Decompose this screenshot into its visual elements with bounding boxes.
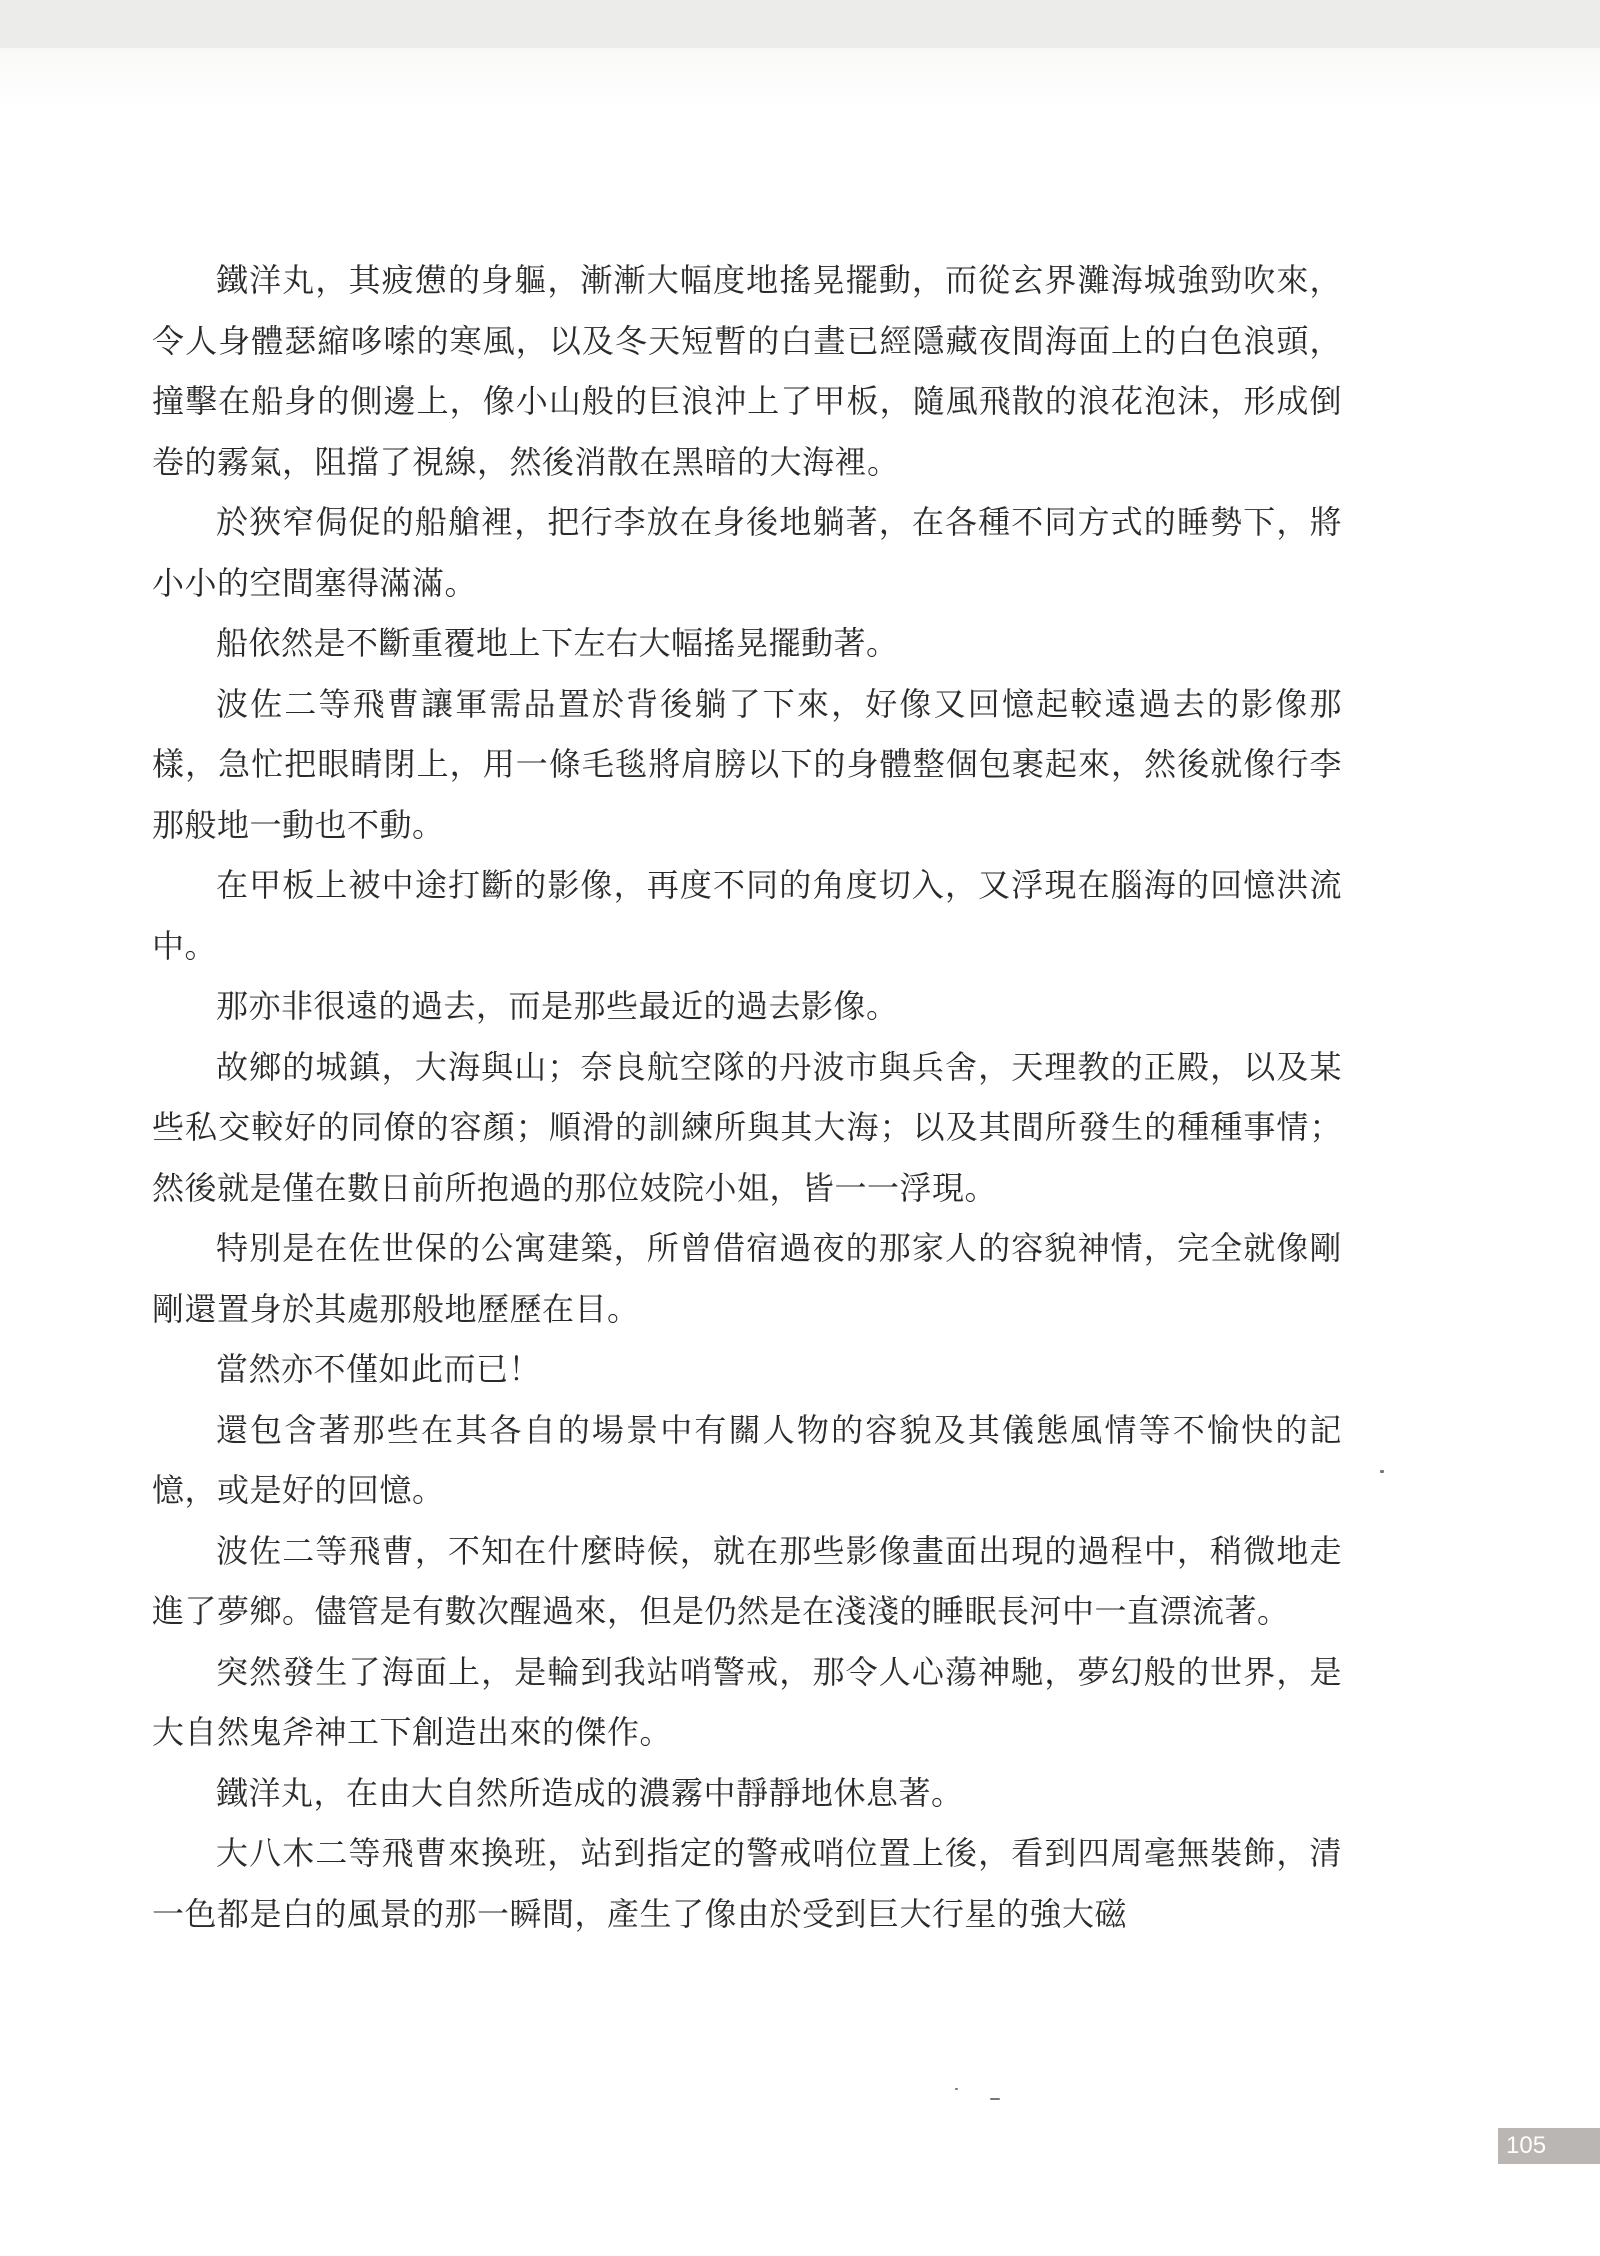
- paragraph: 當然亦不僅如此而已！: [216, 1350, 542, 1388]
- paragraph: 故鄉的城鎮，大海與山；奈良航空隊的丹波市與兵舍，天理教的正殿，以及某些私交較好的同僚的容顏；順滑的訓練所與其大海；以及其間所發生的種種事情；然後就是僅在數日前所抱過的那位妓院小姐，皆一一浮現。: [152, 1047, 1342, 1207]
- paper-speck: [1380, 1470, 1384, 1473]
- body-text: [152, 250, 1342, 1944]
- paper-speck: [990, 2098, 1000, 2100]
- paragraph: 波佐二等飛曹讓軍需品置於背後躺了下來，好像又回憶起較遠過去的影像那樣，急忙把眼睛閉上，用一條毛毯將肩膀以下的身體整個包裹起來，然後就像行李那般地一動也不動。: [152, 684, 1342, 844]
- paragraph: 於狹窄侷促的船艙裡，把行李放在身後地躺著，在各種不同方式的睡勢下，將小小的空間塞得滿滿。: [152, 503, 1342, 602]
- paragraph: 船依然是不斷重覆地上下左右大幅搖晃擺動著。: [216, 624, 899, 662]
- page-number: 105: [1498, 2128, 1600, 2164]
- paragraph: 特別是在佐世保的公寓建築，所曾借宿過夜的那家人的容貌神情，完全就像剛剛還置身於其處那般地歷歷在目。: [152, 1229, 1342, 1328]
- paragraph: 大八木二等飛曹來換班，站到指定的警戒哨位置上後，看到四周毫無裝飾，清一色都是白的風景的那一瞬間，產生了像由於受到巨大行星的強大磁: [152, 1834, 1342, 1933]
- paragraph: 那亦非很遠的過去，而是那些最近的過去影像。: [216, 987, 899, 1025]
- page-top-edge: [0, 0, 1600, 48]
- paragraph: 還包含著那些在其各自的場景中有關人物的容貌及其儀態風情等不愉快的記憶，或是好的回憶。: [152, 1410, 1342, 1509]
- paragraph: 鐵洋丸，其疲憊的身軀，漸漸大幅度地搖晃擺動，而從玄界灘海城強勁吹來，令人身體瑟縮哆嗦的寒風，以及冬天短暫的白晝已經隱藏夜間海面上的白色浪頭，撞擊在船身的側邊上，像小山般的巨浪沖上了甲板，隨風飛散的浪花泡沫，形成倒卷的霧氣，阻擋了視線，然後消散在黑暗的大海裡。: [152, 261, 1342, 481]
- paragraph: 突然發生了海面上，是輪到我站哨警戒，那令人心蕩神馳，夢幻般的世界，是大自然鬼斧神工下創造出來的傑作。: [152, 1652, 1342, 1751]
- paragraph: 鐵洋丸，在由大自然所造成的濃霧中靜靜地休息著。: [216, 1773, 964, 1812]
- paper-speck: [955, 2088, 958, 2090]
- paragraph: 波佐二等飛曹，不知在什麼時候，就在那些影像畫面出現的過程中，稍微地走進了夢鄉。儘管是有數次醒過來，但是仍然是在淺淺的睡眠長河中一直漂流著。: [152, 1531, 1342, 1630]
- paragraph: 在甲板上被中途打斷的影像，再度不同的角度切入，又浮現在腦海的回憶洪流中。: [152, 866, 1342, 965]
